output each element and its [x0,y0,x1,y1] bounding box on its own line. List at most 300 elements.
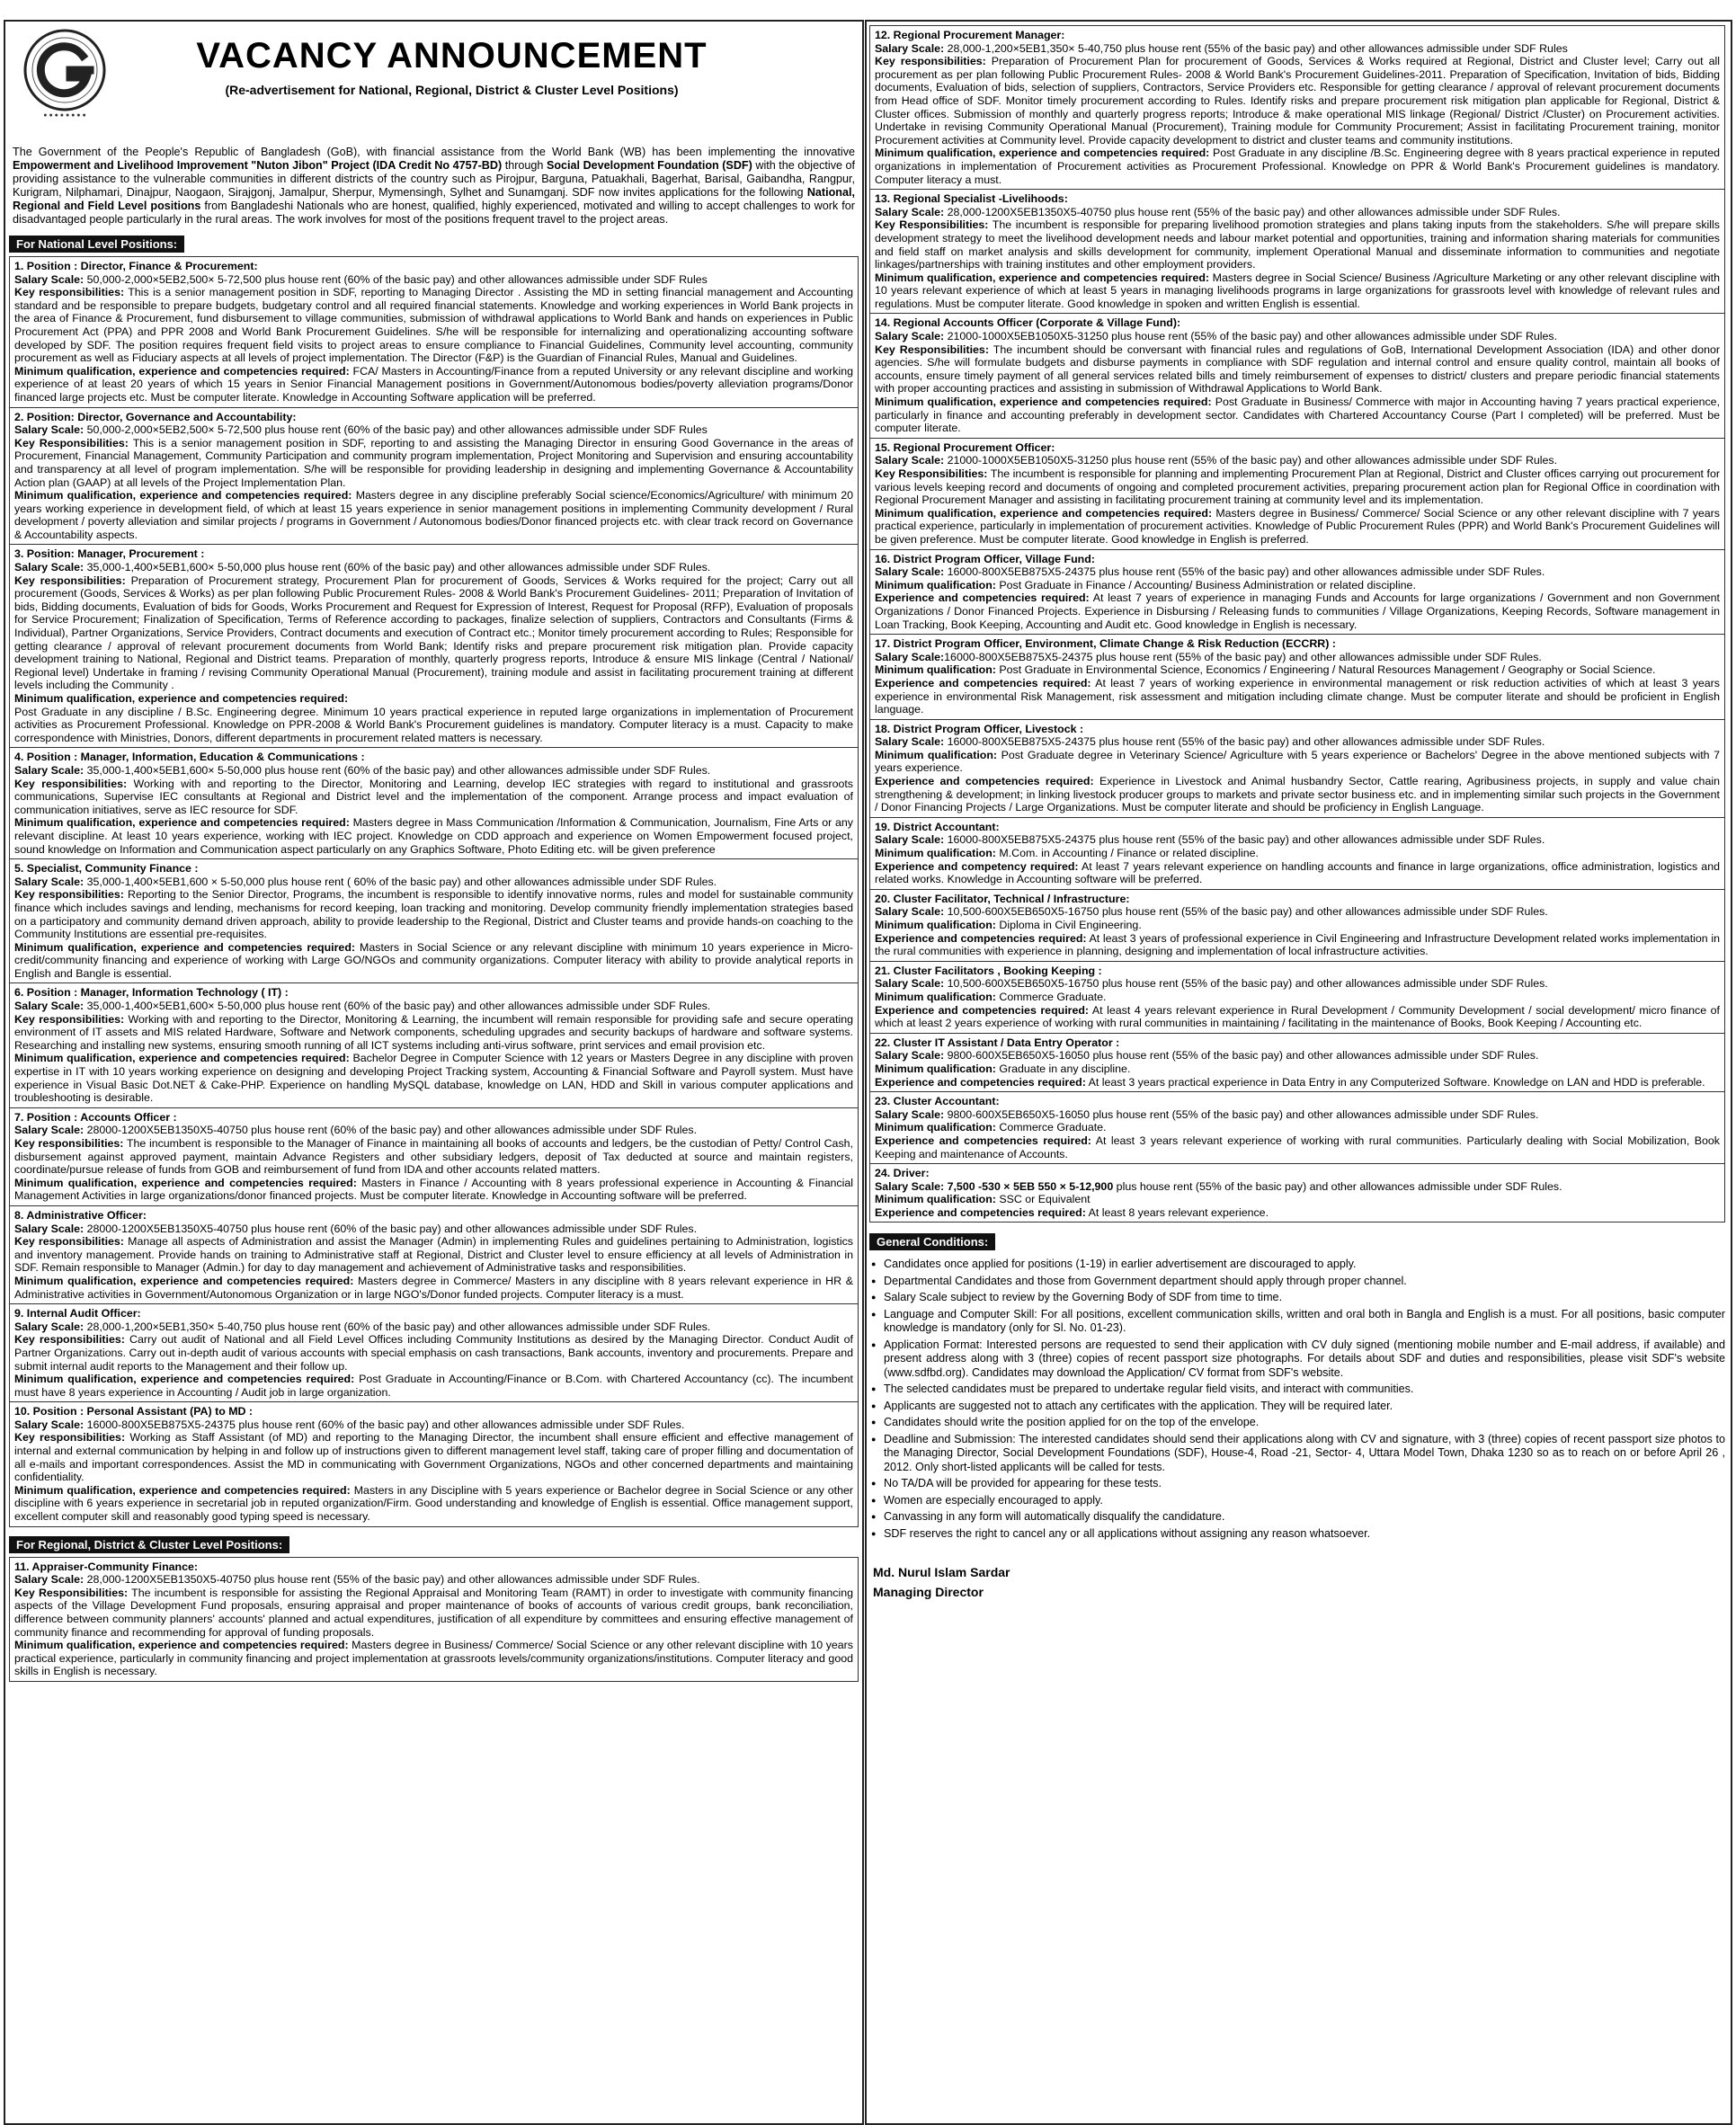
left-column [9,25,859,2120]
detail-text: 21000-1000X5EB1050X5-31250 plus house rent (55% of the basic pay) and other allowances admissible under SDF Rules. [944,330,1558,343]
detail-label: Salary Scale: [875,650,945,663]
detail-label: Experience and competencies required: [875,1134,1091,1147]
position-detail [14,1418,853,1432]
position-title: 13. Regional Specialist -Livelihoods: [875,192,1068,206]
general-conditions-header: General Conditions: [869,1233,995,1250]
position-detail [14,1573,853,1587]
detail-text: Masters degree in Business/ Commerce/ Social Science or any other relevant discipline with 7 years practical experience, particularly in implementation of procurement activities. Knowledge of Public Procurement Rules (PPR) and World Bank's Procurement Guidelines will be given preference. Must be computer literate. Good knowledge in English is preferred. [875,506,1720,546]
position-detail [875,860,1720,886]
detail-label: Minimum qualification, experience and competencies required: [14,940,356,954]
position-title: 11. Appraiser-Community Finance: [14,1560,199,1573]
position-block [9,983,859,1107]
detail-text: 10,500-600X5EB650X5-16750 plus house rent (55% of the basic pay) and other allowances admissible under SDF Rules. [944,905,1548,919]
detail-text: Masters degree in Social Science/ Business /Agriculture Marketing or any other relevant discipline with 10 years relevant experience of which at least 5 years in managing livelihoods programs in large organizations for grassroots level with knowledge of relevant rules and regulations. Must be computer literate. Good knowledge in spoken and written English is essential. [875,271,1720,310]
position-detail [14,423,853,437]
position-detail [875,977,1720,991]
detail-text: 50,000-2,000×5EB2,500× 5-72,500 plus house rent (60% of the basic pay) and other allowances admissible under SDF Rules [84,423,708,437]
condition-item: ● Applicants are suggested not to attach any certificates with the application. They will be required later. [869,1400,1725,1414]
position-block [869,890,1725,962]
detail-text: Post Graduate in any discipline /B.Sc. Engineering degree with 8 years practical experience in reputed organizations in implementation of Procurement activities as Procurement Professional. Knowledge on PPR & World Bank's Procurement guidelines is mandatory. Computer literacy a must. [875,147,1720,186]
detail-label: Key Responsibilities: [875,218,989,232]
detail-label: Salary Scale: [875,735,945,749]
position-detail [14,1223,853,1236]
position-title: 15. Regional Procurement Officer: [875,440,1055,454]
detail-text: The incumbent is responsible to the Manager of Finance in maintaining all books of accounts and ledgers, be the custodian of Petty/ Control Cash, disbursement against approved payment, maintain Advance Registers and other subsidiary ledgers, deposit of Tax deducted at source and maintain registers, coordinate/pursue release of funds from GOB and reimbursement of fund from IDA and other accounts related matters. [14,1137,853,1177]
position-detail [875,1206,1720,1220]
position-title: 19. District Accountant: [875,820,1000,833]
intro-project-name: Empowerment and Livelihood Improvement "Nuton Jibon" Project (IDA Credit No 4757-BD) [13,159,503,172]
position-detail [875,147,1720,186]
detail-text: Post Graduate in Accounting/Finance or B.Com. with Chartered Accountancy (cc). The incumbent must have 8 years experience in Accounting / Audit job in large organization. [14,1373,854,1399]
position-detail [14,876,853,889]
position-detail [14,1177,853,1203]
condition-item: ● The selected candidates must be prepared to undertake regular field visits, and interact with communities. [869,1383,1725,1397]
position-detail [14,941,853,981]
detail-text: Post Graduate in Finance / Accounting/ Business Administration or related discipline. [995,578,1416,591]
detail-text: The incumbent is responsible for assisting the Regional Appraisal and Monitoring Team (RAMT) in order to investigate with community financing aspects of the Village Development Fund proposals, ensuring appraisal and proper maintenance of books of accounts of various credit groups, bank reconciliation, difference between community planners' accounts' planned and actual expenditures, justification of all expenditure by committees and ensuring effective management of community finance and recommending for approval of funding proposals. [14,1586,853,1639]
detail-text: FCA/ Masters in Accounting/Finance from a reputed University or any relevant discipline and working experience of at least 20 years of which 15 years in Senior Financial Management positions in Government/Autonomous bodies/poverty alleviation programs/Donor financed large projects etc. Must be computer literate. Knowledge in Accounting Software application will be preferred. [14,364,853,404]
detail-text: Graduate in any discipline. [995,1062,1131,1075]
position-block [869,1092,1725,1164]
condition-item: ● Departmental Candidates and those from Government department should apply through proper channel. [869,1275,1725,1289]
position-detail [875,991,1720,1004]
detail-label: Minimum qualification: [875,748,998,761]
detail-text: The incumbent should be conversant with financial rules and regulations of GoB, International Development Association (IDA) and other donor agencies. S/he will formulate budgets and disburse payments in compliance with SDF regulation and internal control and ensure quality control, maintain all books of accounts, ensure timely payment of all general services related bills and timely reimbursement of expenses to district/ clusters and prepare periodic financial statements with proper accounting practices and assisting in submission of Withdrawal Applications to World Bank. [875,342,1720,396]
detail-text: Working with and reporting to the Director, Monitoring & Learning, the incumbent will remain responsible for providing safe and secure operating environment of IT assets and MIS related Hardware, Software and Network components, scheduling upgrades and security backups of hardware and software systems. Researching and installing new systems, ensuring smooth running of all ICT systems including anti-virus software, print services and email provision etc. [14,1012,853,1052]
detail-text: Post Graduate in Business/ Commerce with major in Accounting having 7 years practical experience, particularly in finance and accounting preferably in development sector. Candidates with Chartered Accountancy Course (Part I completed) will be preferred. Must be computer literate. [875,396,1721,435]
detail-text: At least 8 years relevant experience. [1085,1205,1269,1219]
position-block [869,1164,1725,1223]
position-detail [875,1004,1720,1030]
detail-text: 50,000-2,000×5EB2,500× 5-72,500 plus house rent (60% of the basic pay) and other allowances admissible under SDF Rules [84,272,708,286]
detail-text: plus house rent (55% of the basic pay) and other allowances admissible under SDF Rules. [1113,1179,1562,1193]
position-block [9,1206,859,1304]
condition-item: ● Candidates once applied for positions (1-19) in earlier advertisement are discouraged to apply. [869,1258,1725,1272]
position-detail [875,507,1720,547]
detail-text: 28000-1200X5EB1350X5-40750 plus house rent (60% of the basic pay) and other allowances admissible under SDF Rules. [84,1222,698,1235]
regional-positions-list-right [869,25,1725,1223]
detail-label: Key Responsibilities: [875,467,988,480]
detail-text: 28000-1200X5EB1350X5-40750 plus house rent (60% of the basic pay) and other allowances admissible under SDF Rules. [84,1124,698,1137]
detail-text: 9800-600X5EB650X5-16050 plus house rent (55% of the basic pay) and other allowances admissible under SDF Rules. [944,1049,1539,1062]
detail-label: Salary Scale: [875,1107,945,1121]
position-detail [875,591,1720,631]
intro-text-3: with the objective of providing assistance to the vulnerable communities in different districts of the country such as Pirojpur, Barguna, Patuakhali, Bagerhat, Barisal, Gaibandha, Rangpur, Kurigram, Nilphamari, Dinajpur, Naogaon, Sirajgonj, Jamalpur, Sherpur, Mymensingh, Sylhet and Sunamganj. SDF now invites applications for the following [13,159,856,199]
detail-label: Salary Scale: [875,977,945,991]
detail-text: Post Graduate in Environmental Science, Economics / Engineering / Natural Resources Management / Geography or Social Science. [995,663,1656,677]
position-title: 8. Administrative Officer: [14,1208,147,1222]
detail-text: Preparation of Procurement strategy, Procurement Plan for procurement of Goods, Services & Works required for the project; Carry out all procurement (Goods, Services & Works) as per plan following Public Procurement Rules- 2008 & World Bank's Procurement Guidelines- 2011; Preparation of Invitation of bids, Bidding documents, Evaluation of bids for Goods, Works Procurement and Request for Expression of Interest, Request for Proposal (RFP), Evaluation of proposals for Service Procurement; Finalization of Specification, Terms of Reference according to packages, finalize selection of suppliers, Contractors and Consultants (Firms & Individual), Partner Organizations, Service Providers, Contract documents and execution of Contract etc.; Monitor timely procurement according to Rules; Responsible for getting clearance / approval of relevant procurement documents from World Bank; Identify risks and prepare procurement risk mitigation plan. Provide capacity development training to National, Regional and District teams. Preparation of monthly, quarterly progress reports, Introduce & ensure MIS linkage (Central / National/ Regional level) Undertake in framing / revising Community Operational Manual (Procurement), training module and assist in facilitating procurement training at different levels including the Community . [14,573,853,692]
position-detail [14,1639,853,1678]
detail-label: Salary Scale: [875,905,945,919]
detail-text: 16000-800X5EB875X5-24375 plus house rent (55% of the basic pay) and other allowances admissible under SDF Rules. [944,565,1545,579]
intro-text-4: from Bangladeshi Nationals who are honest, qualified, highly experienced, motivated and willing to accept challenges to work for disadvantaged people particularly in the rural areas. The work involves for most of the positions frequent travel to the project areas. [13,200,855,226]
position-title: 12. Regional Procurement Manager: [875,29,1065,41]
position-detail [14,706,853,745]
condition-item: ● Salary Scale subject to review by the Governing Body of SDF from time to time. [869,1291,1725,1305]
position-detail [14,1431,853,1483]
position-detail [875,735,1720,749]
detail-text: 21000-1000X5EB1050X5-31250 plus house rent (55% of the basic pay) and other allowances admissible under SDF Rules. [944,454,1558,467]
detail-label: Salary Scale: [14,423,85,437]
position-detail [14,1587,853,1639]
position-detail [14,816,853,856]
detail-label: Minimum qualification: [875,990,996,1003]
detail-label: Minimum qualification, experience and competencies required: [14,816,350,830]
detail-label: Minimum qualification, experience and competencies required: [875,147,1210,160]
detail-text: 9800-600X5EB650X5-16050 plus house rent (55% of the basic pay) and other allowances admissible under SDF Rules. [944,1107,1539,1121]
position-title: 22. Cluster IT Assistant / Data Entry Operator : [875,1036,1120,1049]
detail-text: At least 3 years practical experience in Data Entry in any Computerized Software. Knowledge on LAN and HDD is preferable. [1085,1075,1705,1089]
position-block [869,550,1725,636]
detail-text: Commerce Graduate. [995,990,1107,1003]
detail-label: Minimum qualification: [875,1193,996,1206]
detail-label: Experience and competencies required: [875,1075,1086,1089]
position-title: 5. Specialist, Community Finance : [14,862,199,876]
detail-label: Key responsibilities: [14,777,128,790]
detail-label: Minimum qualification, experience and competencies required: [875,506,1213,520]
position-detail [14,365,853,405]
detail-text: 35,000-1,400×5EB1,600× 5-50,000 plus house rent (60% of the basic pay) and other allowances admissible under SDF Rules. [84,561,711,574]
detail-label: Key responsibilities: [14,888,124,902]
detail-label: Minimum qualification, experience and competencies required: [14,1176,357,1189]
position-title: 10. Position : Personal Assistant (PA) to MD : [14,1405,254,1418]
svg-text:● ● ● ● ● ● ● ●: ● ● ● ● ● ● ● ● [43,112,86,119]
detail-text: 16000-800X5EB875X5-24375 plus house rent (55% of the basic pay) and other allowances admissible under SDF Rules. [944,833,1545,847]
position-detail [875,663,1720,677]
detail-label: Salary Scale: [14,1222,85,1235]
intro-org-name: Social Development Foundation (SDF) [546,159,752,172]
position-detail [875,1076,1720,1089]
detail-label: Salary Scale: [875,205,945,218]
intro-paragraph [13,146,855,227]
detail-text: SSC or Equivalent [995,1193,1091,1206]
detail-label: Salary Scale: [14,1573,85,1587]
position-detail [14,1320,853,1334]
detail-label: Minimum qualification, experience and competencies required: [875,396,1212,409]
position-detail [875,579,1720,592]
detail-text: Post Graduate degree in Veterinary Science/ Agriculture with 5 years experience or Bachelors' Degree in the above mentioned subjects with 7 years experience. [875,748,1720,775]
detail-label: Minimum qualification, experience and competencies required: [14,1639,349,1652]
position-detail [875,206,1720,219]
detail-label: Minimum qualification, experience and competencies required: [14,1274,354,1287]
position-detail [875,833,1720,847]
detail-label: Minimum qualification, experience and competencies required: [875,271,1210,284]
detail-label: Experience and competencies required: [875,1003,1090,1017]
detail-label: Experience and competencies required: [875,591,1090,605]
page-subtitle: (Re-advertisement for National, Regional, District & Cluster Level Positions) [225,83,679,97]
detail-text: Carry out audit of National and all Field Level Offices including Community Institutions as desired by the Managing Director. Conduct Audit of Partner Organizations. Carry out in-depth audit of various accounts with special emphasis on cash transactions, Bank accounts, inventory and procurements. Prepare and submit internal audit reports to the Management and their follow up. [14,1333,853,1373]
position-title: 2. Position: Director, Governance and Accountability: [14,410,297,423]
position-detail [14,692,853,706]
detail-label: Experience and competencies required: [875,775,1094,788]
detail-label: Minimum qualification, experience and competencies required: [14,692,349,705]
position-block [9,1108,859,1206]
detail-text: 16000-800X5EB875X5-24375 plus house rent (55% of the basic pay) and other allowances admissible under SDF Rules. [944,735,1545,749]
detail-text: Masters degree in Mass Communication /Information & Communication, Journalism, Fine Arts or any relevant discipline. At least 10 years experience, working with IEC project. Knowledge on CDD approach and experience on Women Empowerment focused project, sound knowledge on Information and Communication aspect particularly on any Graphics Software, Photo Editing etc. will be given preference [14,816,853,856]
condition-item: ● Language and Computer Skill: For all positions, excellent communication skills, written and oral both in Bangla and English is a must. For all positions, basic computer knowledge is mandatory (only for Sl. No. 01-23). [869,1308,1725,1336]
position-detail [875,396,1720,435]
position-detail [14,561,853,574]
position-block [869,720,1725,818]
condition-item: ● No TA/DA will be provided for appearing for these tests. [869,1477,1725,1491]
position-detail [875,847,1720,860]
detail-label: Salary Scale: [14,1320,85,1333]
position-block [9,1402,859,1526]
signature-block [869,1562,1725,1602]
detail-text: 35,000-1,400×5EB1,600× 5-50,000 plus house rent (60% of the basic pay) and other allowances admissible under SDF Rules. [84,763,711,777]
position-detail [875,1049,1720,1062]
detail-label: Minimum qualification, experience and competencies required: [14,489,352,502]
intro-text-1: The Government of the People's Republic of Bangladesh (GoB), with financial assistance from the World Bank (WB) has been implementing the innovative [13,146,855,158]
position-block [9,256,859,408]
detail-label: Minimum qualification, experience and competencies required: [14,1052,350,1065]
position-detail [875,775,1720,814]
detail-label: Key Responsibilities: [875,342,989,356]
detail-label: Salary Scale: [14,1418,85,1431]
detail-text: 10,500-600X5EB650X5-16750 plus house rent (55% of the basic pay) and other allowances admissible under SDF Rules. [944,977,1548,991]
detail-text: Preparation of Procurement Plan for procurement of Goods, Services & Works required at Regional, District and Cluster level; Carry out all procurement as per plan following Public Procurement Rules- 2008 & World Bank's Procurement Guidelines-2011. Preparation of Specification, Invitation of bids, Bidding documents, Evaluation of bids, selection of suppliers, Contractors, Service Providers etc. Responsible for getting clearance / approval of relevant procurement documents from Head office of SDF. Monitor timely procurement according to Rules. Identify risks and prepare procurement risk mitigation plan applicable for Regional, District & Cluster offices. Submission of monthly and quarterly progress reports; Introduce & make operational MIS linkage (Regional/ District /Cluster) on Procurement activities. Undertake in revising Community Operational Manual (Procurement), Training module for Community Procurement; Assist in facilitating Procurement training, monitor Procurement activities at Community level. Provide capacity development to district and cluster teams and community institutions. [875,55,1720,147]
page-title: VACANCY ANNOUNCEMENT [196,36,708,76]
position-detail [875,905,1720,919]
detail-text: Masters degree in any discipline preferably Social science/Economics/Agriculture/ with minimum 20 years working experience in development field, of which at least 15 years experience in senior management positions in implementing Community development / Rural development / poverty alleviation and similar projects / programs in Government / Autonomous bodies/Donor financed projects etc. with clear track record on Governance & Accountability aspects. [14,489,853,541]
detail-label: Salary Scale: [14,561,85,574]
detail-label: Salary Scale: [875,1049,945,1062]
detail-text: Bachelor Degree in Computer Science with 12 years or Masters Degree in any discipline with proven expertise in IT with 10 years working experience on designing and developing Project Tracking system, Accounting & Financial Software and Payroll system. Must have experience in Visual Basic Dot.NET & Cake-PHP. Experience on handling MySQL database, knowledge on LAN, HDD and Skill in various computer applications and troubleshooting is desirable. [14,1052,854,1105]
detail-text: At least 7 years of experience in managing Funds and Accounts for large organizations / Government and non Government Organizations / Donor Financed Projects. Experience in Disbursing / Releasing funds to communities / Village Organizations, Keeping Records, Software management in Loan Tracking, Book Keeping, Accounting and Audit etc. Good knowledge in English is necessary. [875,591,1720,631]
detail-text: Masters in any Discipline with 5 years experience or Bachelor degree in Social Science or any other discipline with 6 years experience in secretarial job in reputed organization/Firm. Good understanding and knowledge of English is essential. Office management support, excellent computer skill and reasonably good typing speed is necessary. [14,1483,853,1524]
position-detail [14,1484,853,1524]
detail-label: Key responsibilities: [875,55,986,68]
position-title: 1. Position : Director, Finance & Procurement: [14,260,258,272]
detail-label: Minimum qualification, experience and competencies required: [14,364,350,378]
position-block [9,408,859,546]
position-detail [875,1108,1720,1122]
detail-label: Minimum qualification: [875,919,996,931]
position-detail [875,467,1720,507]
position-detail [875,55,1720,147]
detail-text: Masters in Finance / Accounting with 8 years professional experience in Accounting & Financial Management Activities in large organizations/donor financed projects. Must be computer literate. Knowledge in Accounting software will be preferred. [14,1176,853,1203]
detail-text: At least 3 years of professional experience in Civil Engineering and Infrastructure Development related works implementation in the rural communities with experience in planning, designing and implementation of local infrastructure activities. [875,931,1720,958]
detail-text: This is a senior management position in SDF, reporting to Managing Director . Assisting the MD in setting financial management and Accounting standard and be responsible to prepare budgets, budgetary control and all required financial statements. Knowledge and working experiences in World Bank projects in the area of Finance & Procurement, fund disbursement to village communities, submission of withdrawal applications to World Bank and hands on experiences in Public Procurement Act (PPA) and PPR 2008 and World Bank Procurement Guidelines. S/he will be responsible for internalizing and operationalizing accounting software developed by SDF. The position requires frequent field visits to project areas to ensure compliance to Financial Guidelines, Community level accounting, community procurement as well as Fiduciary aspects at all levels of project implementation. The Director (F&P) is the Guardian of Financial Rules, Manual and Guidelines. [14,286,853,365]
detail-label: Key Responsibilities: [14,1586,129,1599]
detail-label: Key Responsibilities: [14,436,129,449]
position-block [869,635,1725,720]
detail-label: Key responsibilities: [14,1431,126,1445]
detail-text: Working with and reporting to the Director, Monitoring and Learning, develop IEC strategies with regard to institutional and grassroots communications, Supervise IEC consultants at Regional and District level and the implementation of the component. Arrange process and impact evaluation of communication initiatives, serve as IEC resource for SDF. [14,777,853,816]
detail-label: Salary Scale: [14,1124,85,1137]
position-title: 24. Driver: [875,1167,930,1180]
condition-item: ● Candidates should write the position applied for on the top of the envelope. [869,1416,1725,1430]
header [9,25,859,140]
detail-label: Minimum qualification: [875,1062,996,1075]
detail-text: Masters degree in Commerce/ Masters in any discipline with 8 years relevant experience in HR & Administrative activities in Government/Autonomous Organization or in large NGO's/Donor funded projects. Computer literacy is a must. [14,1274,853,1301]
detail-label: Salary Scale: [14,1000,85,1013]
national-positions-list [9,256,859,1527]
detail-text: Commerce Graduate. [995,1121,1107,1134]
position-title: 23. Cluster Accountant: [875,1095,1000,1108]
position-detail [875,1134,1720,1160]
regional-section-header: For Regional, District & Cluster Level Positions: [9,1536,289,1553]
detail-label: Key responsibilities: [14,1235,124,1249]
position-block [869,818,1725,890]
detail-text: 28,000-1200X5EB1350X5-40750 plus house rent (55% of the basic pay) and other allowances admissible under SDF Rules. [944,205,1561,218]
detail-label: Minimum qualification: [875,578,996,591]
national-section-header: For National Level Positions: [9,236,184,253]
position-title: 3. Position: Manager, Procurement : [14,547,205,561]
intro-positions-text: National, Regional and Field Level positions [13,186,855,212]
detail-text: Manage all aspects of Administration and assist the Manager (Admin) in implementing Rules and guidelines pertaining to Administration, logistics and inventory management. Provide hands on training to Administrative staff at Regional, District and Cluster level to ensure efficiency at all levels of Administration in SDF. Remain responsible to Manager (Admin.) for day to day management and achievement of Administrative tasks and responsibilities. [14,1235,853,1275]
detail-label: Key responsibilities: [14,573,126,587]
position-detail [14,1052,853,1104]
detail-text: Diploma in Civil Engineering. [995,919,1142,931]
position-detail [875,1193,1720,1206]
detail-label: Experience and competencies required: [875,676,1091,689]
position-detail [14,286,853,365]
position-block [9,545,859,748]
position-detail [14,1013,853,1053]
position-detail [875,454,1720,467]
detail-label: Experience and competencies required: [875,931,1087,945]
position-detail [875,330,1720,343]
detail-text: Masters degree in Business/ Commerce/ Social Science or any other relevant discipline with 10 years practical experience, particularly in community financing and project implementation at grassroots levels/community organizations/institutions. Computer literacy and good skills in English is necessary. [14,1639,854,1678]
position-detail [875,343,1720,396]
regional-positions-list-left [9,1557,859,1682]
position-detail [14,1333,853,1373]
position-detail [14,1373,853,1399]
detail-text: Post Graduate in any discipline / B.Sc. Engineering degree. Minimum 10 years practical experience in reputed large organizations in implementation of Procurement activities as Procurement Professional. Knowledge on PPR-2008 & World Bank's Procurement guidelines is mandatory. Computer literacy is a must. Capacity to make correspondence with Ministries, Donors, different departments in procurement related matters is necessary. [14,705,853,744]
detail-text: This is a senior management position in SDF, reporting to and assisting the Managing Director in ensuring Good Governance in the areas of Procurement, Financial Management, Community Participation and community program implementation, Project Monitoring and Supervision and ensuring accountability and transparency at all level of program implementation. S/he will be responsible for providing leadership in designing and implementing Governance & Accountability Action plan (GAAP) at all levels of the Project Implementation Plan. [14,436,853,489]
detail-label: Salary Scale: [875,41,945,55]
position-detail [14,1235,853,1275]
detail-text: M.Com. in Accounting / Finance or related discipline. [995,847,1259,860]
position-title: 18. District Program Officer, Livestock : [875,722,1084,735]
position-detail [14,273,853,287]
position-block [869,25,1725,190]
position-block [869,962,1725,1034]
detail-label: Minimum qualification, experience and competencies required: [14,1373,355,1386]
position-detail [875,1121,1720,1134]
detail-label: Salary Scale: [875,454,945,467]
position-title: 17. District Program Officer, Environment, Climate Change & Risk Reduction (ECCRR) : [875,637,1336,651]
detail-label: Key responsibilities: [14,1137,124,1150]
position-block [9,859,859,983]
detail-label: Salary Scale: [14,875,85,888]
detail-label: Minimum qualification: [875,847,996,860]
position-detail [875,651,1720,664]
position-title: 7. Position : Accounts Officer : [14,1110,177,1124]
detail-text: Experience in Livestock and Animal husbandry Sector, Cattle rearing, Agribusiness projects, in supply and value chain strengthening & development; in linking livestock producer groups to markets and private sector business etc. and in implementing similar such projects in the Government / Donor Financing Projects / Large Organizations. Must be computer literate and should be proficiency in English Language. [875,775,1720,814]
signatory-designation: Managing Director [873,1585,984,1600]
detail-label: Key responsibilities: [14,1012,125,1026]
detail-text: At least 3 years relevant experience of working with rural communities. Particularly dealing with Social Mobilization, Book Keeping and maintenance of Accounts. [875,1134,1720,1160]
detail-text: 28,000-1,200×5EB1,350× 5-40,750 plus house rent (60% of the basic pay) and other allowances admissible under SDF Rules. [84,1320,711,1333]
detail-text: At least 4 years relevant experience in Rural Development / Community Development / social development/ micro finance of which at least 2 years experience of working with rural communities in maintaining / facilitating in the maintenance of Books, Book Keeping / Accounting etc. [875,1003,1720,1030]
position-detail [875,271,1720,311]
signatory-name: Md. Nurul Islam Sardar [873,1565,1010,1580]
detail-text: 16000-800X5EB875X5-24375 plus house rent (60% of the basic pay) and other allowances admissible under SDF Rules. [84,1418,685,1431]
detail-label: Salary Scale: [875,565,945,579]
position-block [9,1304,859,1402]
condition-item: ● Women are especially encouraged to apply. [869,1494,1725,1508]
detail-label: Salary Scale: [875,833,945,847]
position-detail [14,1275,853,1301]
position-detail [14,1137,853,1177]
detail-label: Experience and competencies required: [875,1205,1086,1219]
detail-text: At least 7 years of working experience in environmental management or risk reduction activities of which at least 3 years experience in environmental Risk Management, risk assessment and mitigation including climate change. Must be computer literate and should be proficient in English language. [875,676,1720,716]
detail-text: The incumbent is responsible for preparing livelihood promotion strategies and plans taking inputs from the stakeholders. S/he will prepare skills development strategy to meet the livelihood development needs and labour market potential and opportunities, training and information sharing materials for communities and field staff on market analysis and skills development for community, implement Operational Manual and disseminate information to communities and negotiate linkages/partnerships with training institutes and other employment providers. [875,218,1720,271]
position-detail [875,1180,1720,1194]
detail-text: At least 7 years relevant experience on handling accounts and finance in large organizations, office administration, logistics and related works. Knowledge in Accounting software will be preferred. [875,859,1720,886]
position-detail [875,1062,1720,1076]
position-block [869,190,1725,314]
detail-label: Minimum qualification: [875,663,996,677]
detail-label: Experience and competency required: [875,859,1079,873]
position-title: 6. Position : Manager, Information Technology ( IT) : [14,986,289,1000]
condition-item: ● Canvassing in any form will automatically disqualify the candidature. [869,1510,1725,1525]
position-title: 16. District Program Officer, Village Fund: [875,552,1095,565]
position-title: 20. Cluster Facilitator, Technical / Infrastructure: [875,892,1130,905]
position-detail [875,42,1720,56]
detail-label: Minimum qualification: [875,1121,996,1134]
position-detail [14,888,853,940]
detail-text: Working as Staff Assistant (of MD) and reporting to the Managing Director, the incumbent shall ensure efficient and effective management of internal and external communication by helping in and follow up of instructions given to different management level staff, taking care of proper filling and documentation of all e-mails and important correspondences. Assist the MD in communicating with Government Organizations, NGOs and other concerned departments and maintaining confidentiality. [14,1431,853,1484]
position-detail [875,919,1720,932]
right-column [869,25,1725,2120]
position-detail [875,749,1720,775]
intro-text-2: through [502,159,547,172]
position-detail [14,778,853,817]
position-detail [14,489,853,541]
position-title: 14. Regional Accounts Officer (Corporate & Village Fund): [875,316,1181,330]
detail-text: Reporting to the Senior Director, Programs, the incumbent is responsible to identify innovative norms, rules and model for sustainable community finance which includes savings and lending, mechanisms for record keeping, loan tracking and monitoring. Develop community friendly implementation strategies based on a participatory and community demand driven approach, ability to provide leadership to the Regional, District and Cluster teams and provide hands-on coaching to the Community Institutions are essential pre-requisites. [14,888,853,941]
detail-label: Salary Scale: [875,330,945,343]
detail-text: Masters in Social Science or any relevant discipline with minimum 10 years experience in Micro- credit/community financing and experience of working with Large GO/NGOs and community organizations. Computer literacy with ability to provide analytical reports in English and Bangle is essential. [14,940,853,980]
position-title: 21. Cluster Facilitators , Booking Keeping : [875,964,1102,977]
position-detail [875,218,1720,271]
position-detail [14,764,853,778]
position-detail [875,565,1720,579]
position-block [9,748,859,859]
detail-label: Salary Scale: 7,500 -530 × 5EB 550 × 5-12,900 [875,1179,1114,1193]
detail-text: 35,000-1,400×5EB1,600 × 5-50,000 plus house rent ( 60% of the basic pay) and other allowances admissible under SDF Rules. [84,875,717,888]
position-block [9,1557,859,1682]
general-conditions-list [869,1258,1725,1541]
condition-item: ● Application Format: Interested persons are requested to send their application with CV duly signed (mentioning mobile number and E-mail address, if available) and present address along with 3 (three) copies of recent passport size photographs. For details about SDF and duties and responsibilities, please visit SDF's website (www.sdfbd.org). Candidates may download the Application/ CV format from SDF's website. [869,1338,1725,1381]
position-block [869,1034,1725,1092]
position-title: 4. Position : Manager, Information, Education & Communications : [14,751,365,764]
position-detail [875,677,1720,716]
position-title: 9. Internal Audit Officer: [14,1307,141,1320]
detail-label: Key responsibilities: [14,286,125,299]
position-detail [14,574,853,692]
detail-label: Key responsibilities: [14,1333,125,1347]
detail-label: Salary Scale: [14,763,85,777]
position-block [869,314,1725,438]
condition-item: ● SDF reserves the right to cancel any or all applications without assigning any reason whatsoever. [869,1527,1725,1542]
position-detail [875,932,1720,958]
detail-text: The incumbent is responsible for planning and implementing Procurement Plan at Regional, District and Cluster offices carrying out procurement for various levels keeping record and documents of ongoing and completed procurement activities, preparing procurement action plan for Regional Office in coordination with Regional Procurement Manager and assisting in facilitating procurement training at community level and its implementation. [875,467,1720,507]
position-block [869,439,1725,550]
position-detail [14,1124,853,1137]
detail-text: 16000-800X5EB875X5-24375 plus house rent (55% of the basic pay) and other allowances admissible under SDF Rules. [944,650,1542,663]
detail-text: 28,000-1200X5EB1350X5-40750 plus house rent (55% of the basic pay) and other allowances admissible under SDF Rules. [84,1573,700,1587]
detail-label: Minimum qualification, experience and competencies required: [14,1483,351,1497]
condition-item: ● Deadline and Submission: The interested candidates should send their applications along with CV and signature, with 3 (three) copies of recent passport size photos to the Managing Director, Social Development Foundations (SDF), House-4, Road -21, Sector- 4, Uttara Model Town, Dhaka 1230 so as to reach on or before April 26 , 2012. Only short-listed applicants will be called for tests. [869,1433,1725,1475]
detail-text: 35,000-1,400×5EB1,600× 5-50,000 plus house rent (60% of the basic pay) and other allowances admissible under SDF Rules. [84,1000,711,1013]
detail-text: 28,000-1,200×5EB1,350× 5-40,750 plus house rent (55% of the basic pay) and other allowances admissible under SDF Rules [944,41,1568,55]
position-detail [14,1000,853,1013]
